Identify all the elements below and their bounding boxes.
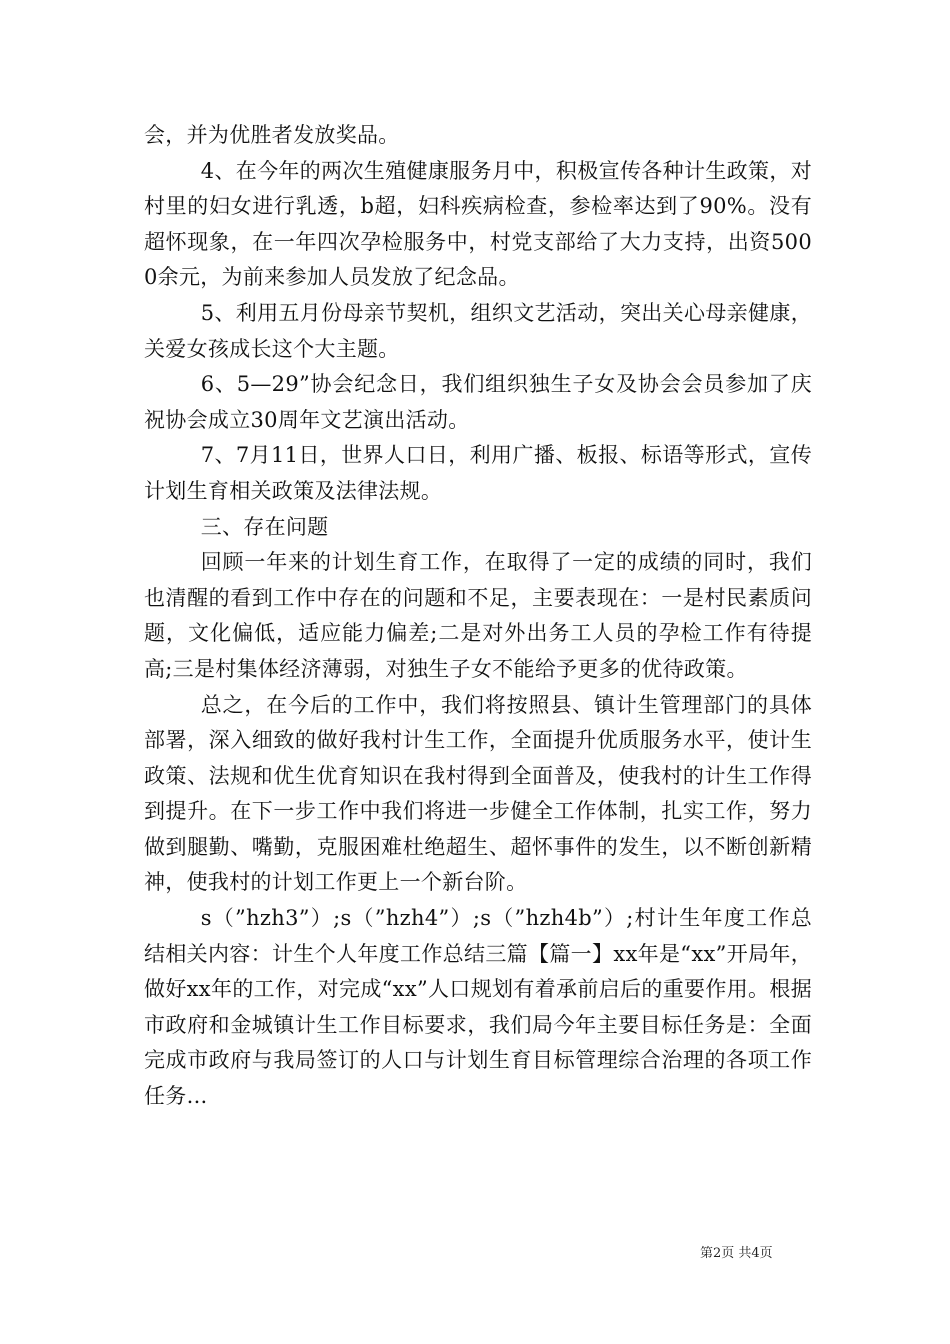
document-body: [144, 118, 812, 1115]
page-number-footer: 第2页 共4页: [700, 1246, 773, 1261]
paragraph-conclusion: 总之，在今后的工作中，我们将按照县、镇计生管理部门的具体部署，深入细致的做好我村计生工作，全面提升优质服务水平，使计生政策、法规和优生优育知识在我村得到全面普及，使我村的计生工作得到提升。在下一步工作中我们将进一步健全工作体制，扎实工作，努力做到腿勤、嘴勤，克服困难杜绝超生、超怀事件的发生，以不断创新精神，使我村的计划工作更上一个新台阶。: [144, 692, 812, 895]
paragraph-prize-continuation: 会，并为优胜者发放奖品。: [144, 123, 400, 147]
paragraph-item-4: 4、在今年的两次生殖健康服务月中，积极宣传各种计生政策，对村里的妇女进行乳透，b超，妇科疾病检查，参检率达到了90%。没有超怀现象，在一年四次孕检服务中，村党支部给了大力支持，出资5000余元，为前来参加人员发放了纪念品。: [144, 158, 812, 290]
paragraph-review: 回顾一年来的计划生育工作，在取得了一定的成绩的同时，我们也清醒的看到工作中存在的问题和不足，主要表现在：一是村民素质问题，文化偏低，适应能力偏差;二是对外出务工人员的孕检工作有待提高;三是村集体经济薄弱，对独生子女不能给予更多的优待政策。: [144, 550, 812, 681]
paragraph-item-7: 7、7月11日，世界人口日，利用广播、板报、标语等形式，宣传计划生育相关政策及法律法规。: [144, 443, 812, 503]
section-heading-problems: 三、存在问题: [200, 514, 329, 539]
paragraph-item-5: 5、利用五月份母亲节契机，组织文艺活动，突出关心母亲健康，关爱女孩成长这个大主题。: [144, 300, 812, 361]
paragraph-item-6: 6、5—29”协会纪念日，我们组织独生子女及协会会员参加了庆祝协会成立30周年文艺演出活动。: [144, 372, 812, 432]
paragraph-related-content: s（”hzh3”）;s（”hzh4”）;s（”hzh4b”）;村计生年度工作总结相关内容：计生个人年度工作总结三篇【篇一】xx年是“xx”开局年，做好xx年的工作，对完成“xx”人口规划有着承前启后的重要作用。根据市政府和金城镇计生工作目标要求，我们局今年主要目标任务是：全面完成市政府与我局签订的人口与计划生育目标管理综合治理的各项工作任务...: [144, 906, 812, 1109]
